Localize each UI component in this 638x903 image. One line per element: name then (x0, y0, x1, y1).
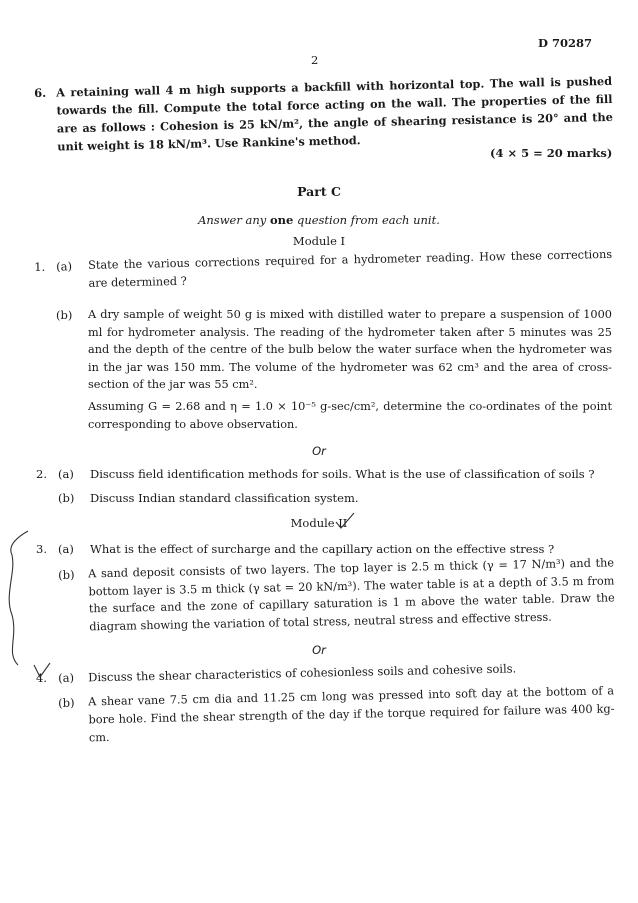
marks-allocation: (4 × 5 = 20 marks) (490, 146, 613, 160)
checkmark-annotation (334, 511, 356, 531)
part-instruction: Answer any one question from each unit. (198, 213, 440, 227)
question-4 (58, 657, 618, 685)
module-2-title: Module II (290, 516, 348, 530)
part-b-label: (b) (58, 567, 75, 582)
page-number: 2 (311, 53, 319, 67)
part-a-label: (a) (58, 542, 74, 556)
part-a-label: (a) (58, 670, 75, 685)
question-4-number: 4. (36, 671, 47, 685)
question-4b-text: A shear vane 7.5 cm dia and 11.25 cm long was pressed into soft day at the bottom of a bore hole. Find the shear strength of the day if the torque required for failure was 400 kg-cm. (88, 684, 615, 745)
question-3a-text: What is the effect of surcharge and the capillary action on the effective stress ? (90, 542, 555, 556)
question-2-number: 2. (36, 467, 47, 481)
question-number: 6. (34, 85, 47, 100)
question-1b-assumption: Assuming G = 2.68 and η = 1.0 × 10⁻⁵ g-sec/cm², determine the co-ordinates of the point corresponding to above observation. (88, 400, 612, 431)
part-b-label: (b) (58, 491, 75, 505)
or-separator: Or (312, 643, 326, 657)
or-separator: Or (312, 444, 326, 458)
paper-code: D 70287 (538, 36, 592, 50)
question-1b-text: A dry sample of weight 50 g is mixed with distilled water to prepare a suspension of 1000 ml for hydrometer analysis. The reading of the hydrometer taken after 5 minutes was 25 and the depth of the centre of the bulb below the water surface when the hydrometer was in the jar was 150 mm. The volume of the hydrometer was 62 cm³ and the area of cross-section of the jar was 55 cm². (88, 308, 612, 391)
question-3-number: 3. (36, 542, 47, 556)
question-1a-text: State the various corrections required for a hydrometer reading. How these corrections are determined ? (88, 247, 613, 290)
part-a-label: (a) (56, 259, 73, 274)
part-title: Part C (297, 184, 341, 199)
question-3b-text: A sand deposit consists of two layers. The top layer is 2.5 m thick (γ = 17 N/m³) and the bottom layer is 3.5 m thick (γ sat = 20 kN/m³). The water table is at a depth of 3.5 m from the surface and the zone of capillary saturation is 1 m above the water table. Draw the diagram showing the variation of total stress, neutral stress and effective stress. (88, 556, 615, 633)
part-b-label: (b) (58, 695, 75, 710)
module-1-title: Module I (292, 234, 346, 248)
part-b-label: (b) (56, 308, 73, 322)
question-2a-text: Discuss field identification methods for soils. What is the use of classification of soils ? (90, 467, 595, 481)
question-4a-text: Discuss the shear characteristics of cohesionless soils and cohesive soils. (88, 661, 517, 685)
question-2b-text: Discuss Indian standard classification system. (90, 491, 359, 505)
margin-bracket-annotation (0, 525, 60, 705)
question-number: 1. (34, 259, 46, 274)
part-a-label: (a) (58, 467, 74, 481)
question-text: A retaining wall 4 m high supports a backfill with horizontal top. The wall is pushed towards the fill. Compute the total force acting on the wall. The properties of the fill are as follows : Cohesion is 25 kN/m², the angle of shearing resistance is 20° and the unit weight is 18 kN/m³. Use Rankine's method. (56, 73, 613, 154)
